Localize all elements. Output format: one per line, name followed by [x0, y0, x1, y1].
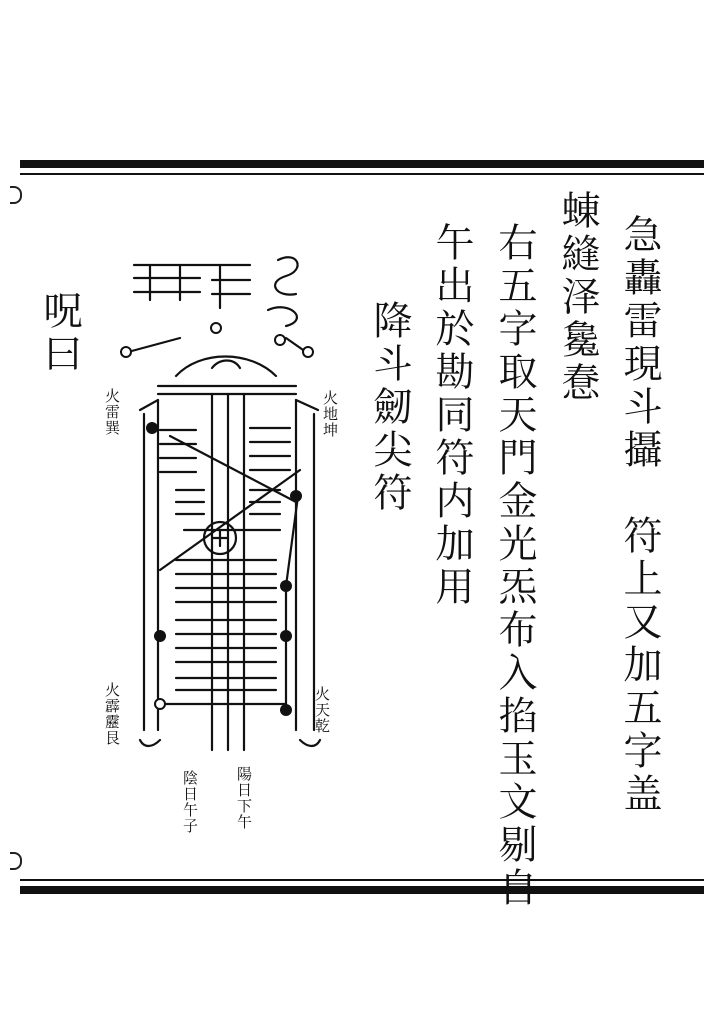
label-bottom-left: 火霹靂艮	[103, 682, 121, 746]
text-column-1: 急轟雷現斗攝 符上又加五字盖	[617, 214, 662, 816]
top-rule-thick	[20, 160, 704, 168]
note-right: 陽日下午	[235, 766, 253, 830]
label-top-right: 火地坤	[321, 390, 339, 438]
edge-mark-top	[10, 186, 22, 204]
text-column-3: 右五字取天門金光炁布入掐玉文剔自	[492, 222, 537, 910]
talisman-drawing	[100, 240, 360, 760]
text-column-6: 呪曰	[37, 290, 82, 376]
label-bottom-right: 火天乾	[313, 686, 331, 734]
text-column-5: 降斗劒尖符	[367, 300, 412, 515]
bottom-rule-thin	[20, 879, 704, 881]
talisman-figure	[100, 240, 360, 834]
text-column-4: 午出於勘同符内加用	[429, 222, 474, 609]
edge-mark-bottom	[10, 852, 22, 870]
text-column-2: 蝀縫泽毚惷	[555, 190, 600, 405]
label-top-left: 火雷巽	[103, 388, 121, 436]
bottom-rule-thick	[20, 886, 704, 894]
top-rule-thin	[20, 173, 704, 175]
note-left: 陰日午子	[181, 770, 199, 834]
